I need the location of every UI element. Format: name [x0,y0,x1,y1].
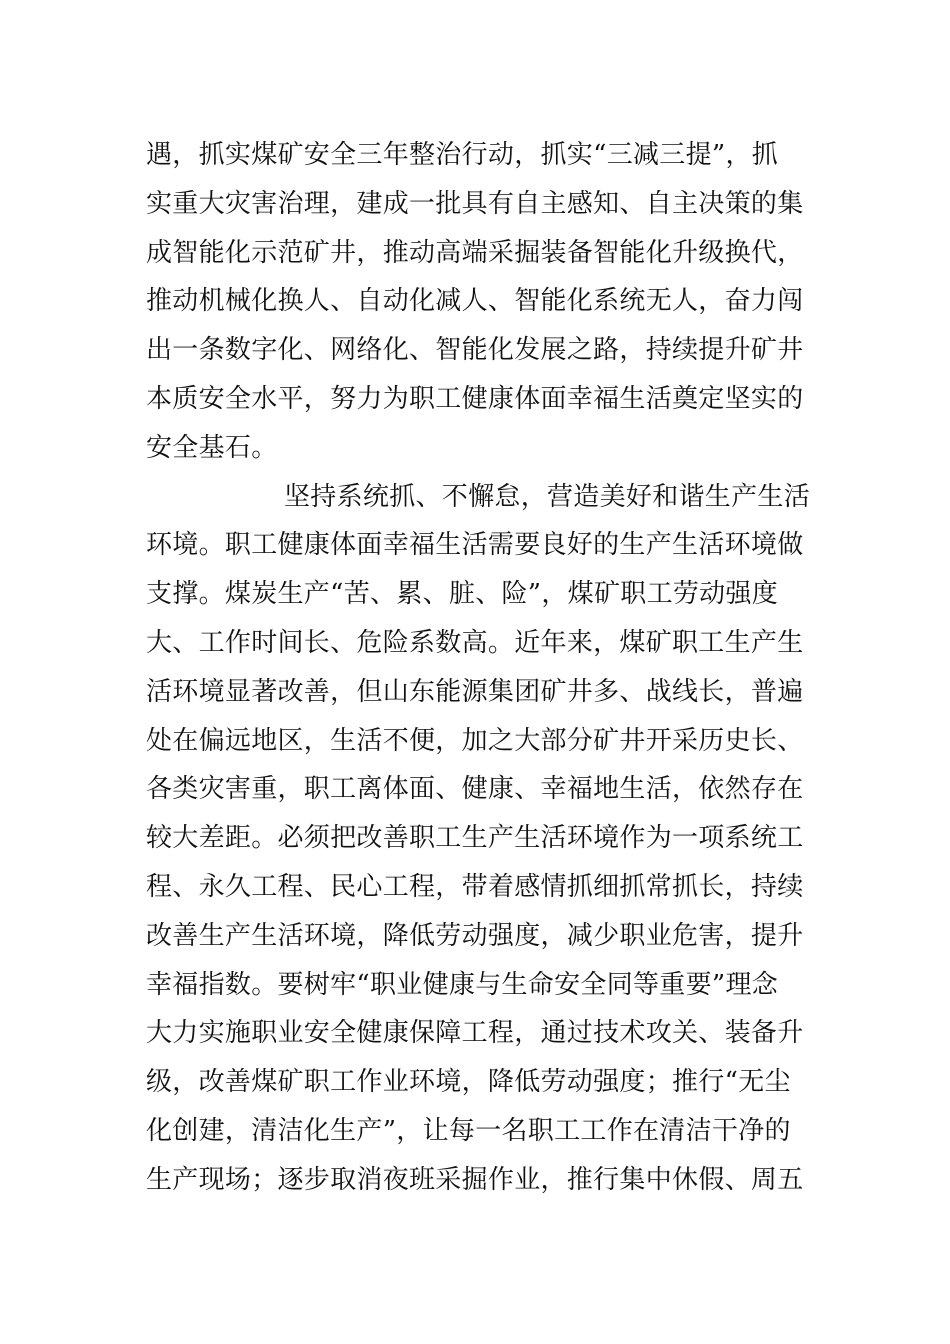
text-line: 支撑。煤炭生产“苦、累、脏、险”，煤矿职工劳动强度 [146,579,779,610]
text-line: 出一条数字化、网络化、智能化发展之路，持续提升矿井 [146,335,804,366]
text-line: 活环境显著改善，但山东能源集团矿井多、战线长，普遍 [146,676,804,707]
text-line: 级，改善煤矿职工作业环境，降低劳动强度；推行“无尘 [146,1067,791,1098]
text-line: 改善生产生活环境，降低劳动强度，减少职业危害，提升 [146,920,804,951]
text-line: 处在偏远地区，生活不便，加之大部分矿井开采历史长、 [146,725,804,756]
text-line: 幸福指数。要树牢“职业健康与生命安全同等重要”理念 [146,969,779,1000]
text-line: 遇，抓实煤矿安全三年整治行动，抓实“三减三提”，抓 [146,140,779,170]
text-line: 本质安全水平，努力为职工健康体面幸福生活奠定坚实的 [146,383,804,414]
text-line: 大力实施职业安全健康保障工程，通过技术攻关、装备升 [146,1018,804,1049]
text-line: 生产现场；逐步取消夜班采掘作业，推行集中休假、周五 [146,1164,804,1195]
text-line: 较大差距。必须把改善职工生产生活环境作为一项系统工 [146,823,804,854]
text-line: 推动机械化换人、自动化减人、智能化系统无人，奋力闯 [146,286,804,317]
text-line: 大、工作时间长、危险系数高。近年来，煤矿职工生产生 [146,627,804,658]
text-line: 化创建，清洁化生产”，让每一名职工工作在清洁干净的 [146,1115,791,1146]
text-line: 实重大灾害治理，建成一批具有自主感知、自主决策的集 [146,188,804,219]
text-line: 安全基石。 [146,432,278,463]
body-text [146,131,818,1205]
text-line: 成智能化示范矿井，推动高端采掘装备智能化升级换代， [146,237,804,268]
text-line: 环境。职工健康体面幸福生活需要良好的生产生活环境做 [146,530,804,561]
paragraph-heading-line: 坚持系统抓、不懈怠，营造美好和谐生产生活 [284,481,811,512]
text-line: 程、永久工程、民心工程，带着感情抓细抓常抓长，持续 [146,871,804,902]
text-line: 各类灾害重，职工离体面、健康、幸福地生活，依然存在 [146,774,804,805]
